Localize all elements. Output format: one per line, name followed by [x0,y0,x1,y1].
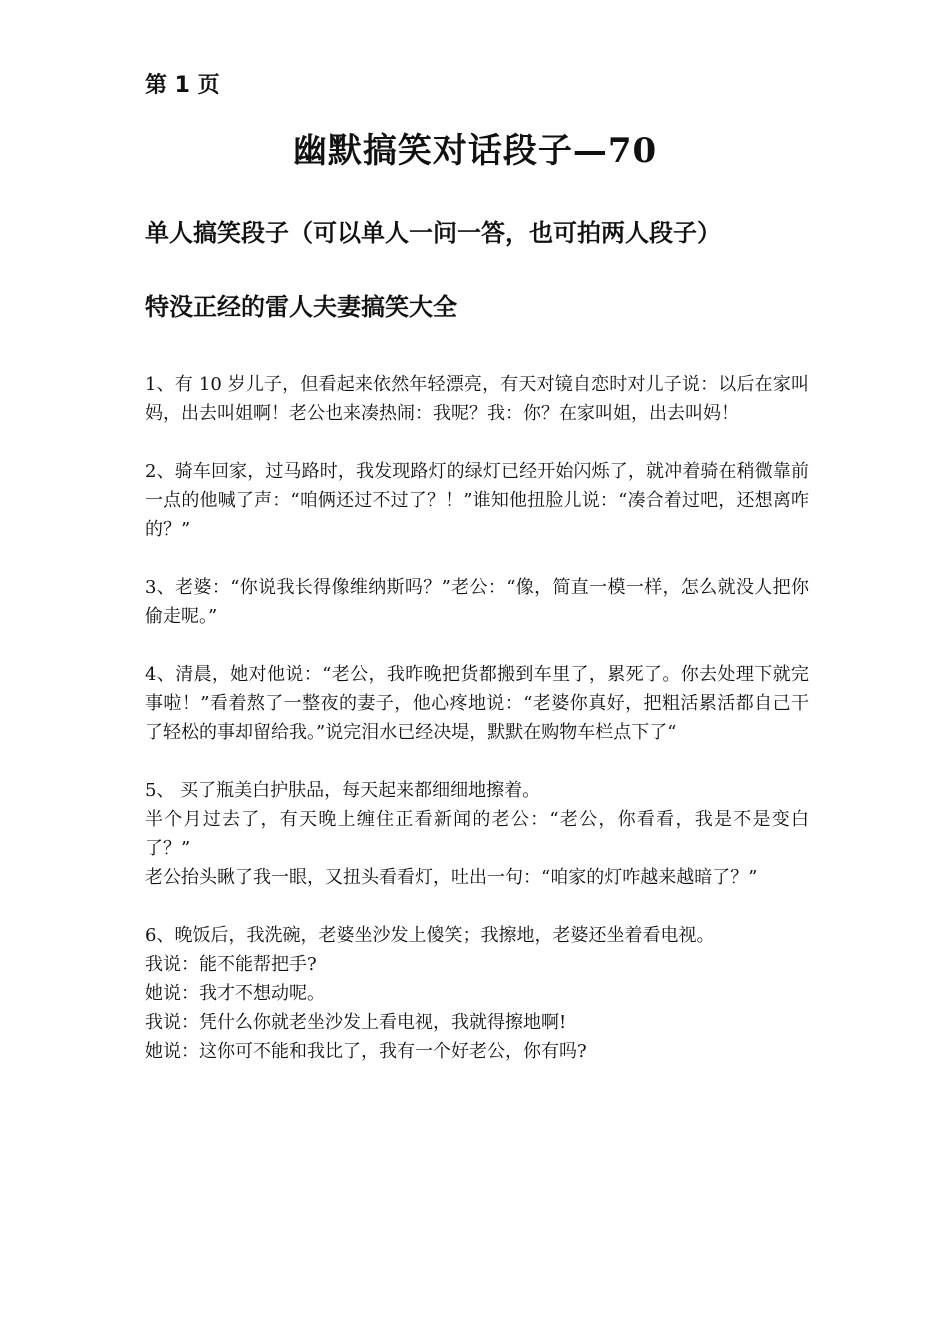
joke-paragraph-4 [145,660,809,747]
joke-paragraph-6 [145,921,809,1066]
joke-line: 2、骑车回家，过马路时，我发现路灯的绿灯已经开始闪烁了，就冲着骑在稍微靠前一点的他喊了声：“咱俩还过不过了？！”谁知他扭脸儿说：“凑合着过吧，还想离咋的？” [145,461,809,540]
joke-list [145,370,809,1095]
section-heading: 特没正经的雷人夫妻搞笑大全 [145,292,457,321]
section-subtitle: 单人搞笑段子（可以单人一问一答，也可拍两人段子） [145,218,721,247]
dialog-line: 我说：能不能帮把手? [145,954,317,975]
joke-line: 3、老婆：“你说我长得像维纳斯吗？”老公：“像，简直一模一样，怎么就没人把你偷走呢。” [145,577,809,627]
dialog-line: 她说：我才不想动呢。 [145,983,325,1004]
joke-line: 1、有 10 岁儿子，但看起来依然年轻漂亮，有天对镜自恋时对儿子说：以后在家叫妈，出去叫姐啊！老公也来凑热闹：我呢？我：你？在家叫姐，出去叫妈！ [145,374,809,424]
joke-paragraph-5 [145,776,809,892]
joke-line: 5、 买了瓶美白护肤品，每天起来都细细地擦着。 [145,780,541,801]
joke-paragraph-1 [145,370,809,428]
page-number: 第 1 页 [145,73,220,98]
joke-line: 半个月过去了，有天晚上缠住正看新闻的老公：“老公，你看看，我是不是变白了？” [145,809,809,859]
dialog-line: 她说：这你可不能和我比了，我有一个好老公，你有吗? [145,1041,587,1062]
joke-paragraph-2 [145,457,809,544]
document-title: 幽默搞笑对话段子—70 [292,131,658,171]
joke-line: 4、清晨，她对他说：“老公，我昨晚把货都搬到车里了，累死了。你去处理下就完事啦！”看着熬了一整夜的妻子，他心疼地说：“老婆你真好，把粗活累活都自己干了轻松的事却留给我。”说完泪水已经决堤，默默在购物车栏点下了“ [145,664,809,743]
joke-line: 6、晚饭后，我洗碗，老婆坐沙发上傻笑；我擦地，老婆还坐着看电视。 [145,925,715,946]
joke-paragraph-3 [145,573,809,631]
dialog-line: 我说：凭什么你就老坐沙发上看电视，我就得擦地啊! [145,1012,567,1033]
joke-line: 老公抬头瞅了我一眼，又扭头看看灯，吐出一句：“咱家的灯咋越来越暗了？” [145,867,758,888]
